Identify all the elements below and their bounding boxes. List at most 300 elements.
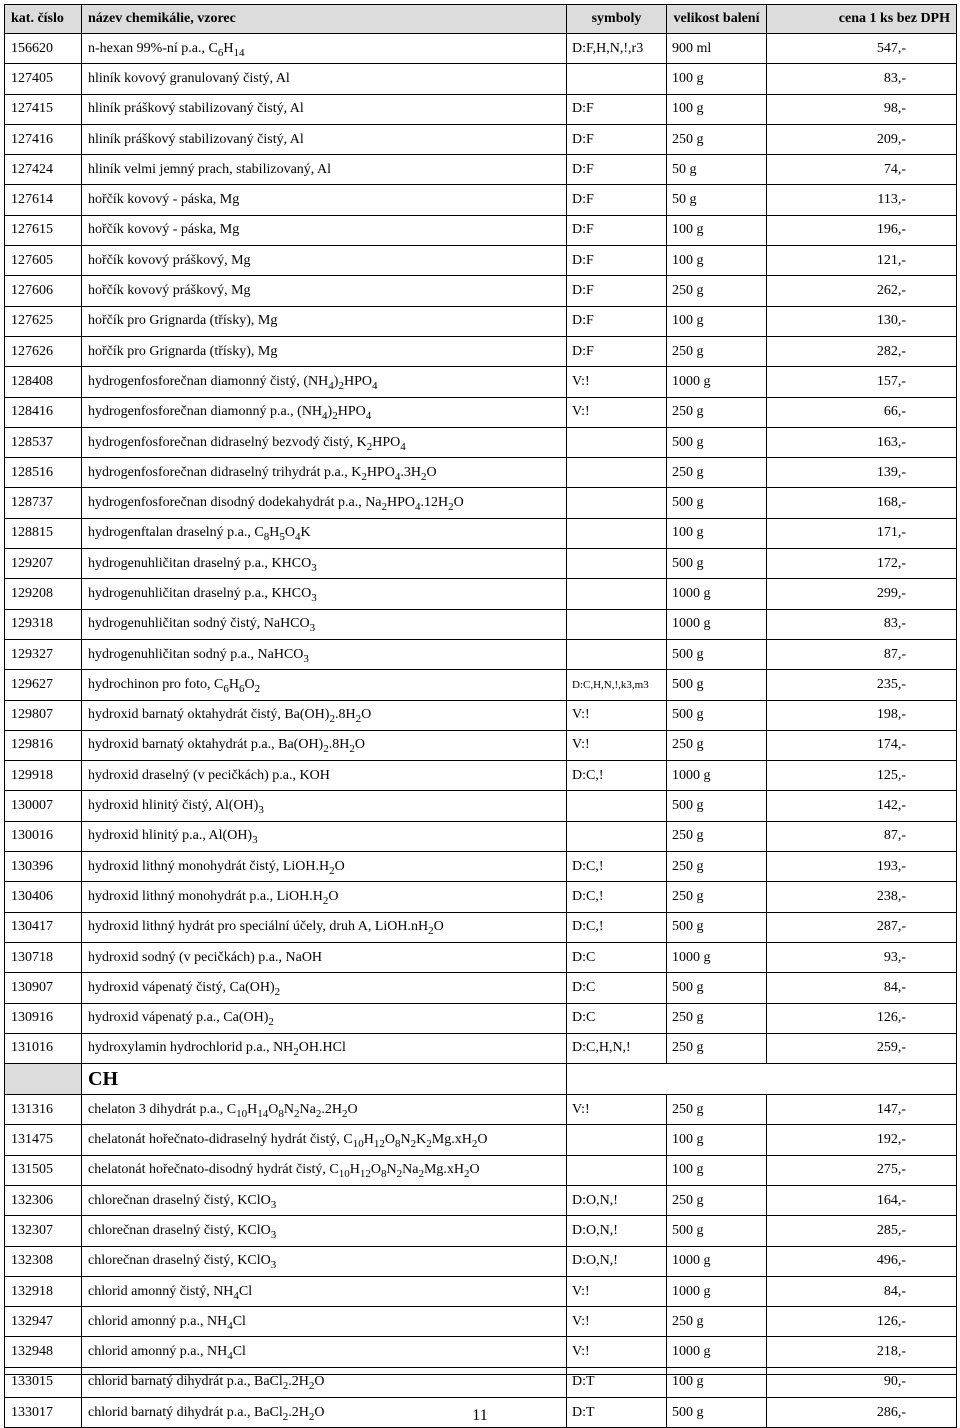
formula-subscript: 4 (227, 1319, 233, 1332)
formula-subscript: 2 (355, 713, 362, 726)
table-row (5, 670, 957, 700)
catalog-number: 129327 (5, 639, 82, 669)
hazard-symbols (567, 791, 667, 821)
formula-subscript: 8 (395, 1138, 401, 1151)
formula-subscript: 4 (294, 531, 301, 544)
chemical-name: hořčík pro Grignarda (třísky), Mg (82, 306, 567, 336)
table-row (5, 397, 957, 427)
hazard-symbols: D:F (567, 306, 667, 336)
catalog-number: 133015 (5, 1367, 82, 1397)
chemical-name: hydroxid lithný monohydrát p.a., $LiOH.H_2O$ (82, 882, 567, 912)
catalog-number: 127416 (5, 124, 82, 154)
package-size: 900 ml (667, 34, 767, 64)
chemical-name: hliník velmi jemný prach, stabilizovaný, Al (82, 155, 567, 185)
chemical-name: hydrogenuhličitan draselný p.a., $KHCO_3$ (82, 579, 567, 609)
hazard-symbols: V:! (567, 1337, 667, 1367)
hazard-symbols: D:T (567, 1398, 667, 1428)
section-heading: CH (82, 1064, 567, 1095)
table-row (5, 973, 957, 1003)
hazard-symbols (567, 427, 667, 457)
catalog-number: 129627 (5, 670, 82, 700)
chemical-name: chelatonát hořečnato-disodný hydrát čistý, $C_{10}H_{12}O_8N_2Na_2Mg.xH_2O$ (82, 1155, 567, 1185)
price: 275,- (767, 1155, 957, 1185)
hazard-symbols: D:O,N,! (567, 1246, 667, 1276)
price: 126,- (767, 1307, 957, 1337)
package-size: 250 g (667, 397, 767, 427)
chemical-name: hydroxid hlinitý čistý, $Al(OH)_3$ (82, 791, 567, 821)
price: 171,- (767, 518, 957, 548)
hazard-symbols: D:F (567, 124, 667, 154)
chemical-name: chlorid amonný p.a., $NH_4Cl$ (82, 1307, 567, 1337)
price: 84,- (767, 973, 957, 1003)
formula-subscript: 2 (254, 682, 261, 695)
catalog-number: 129918 (5, 761, 82, 791)
table-row (5, 1125, 957, 1155)
formula-subscript: 2 (418, 1168, 424, 1181)
price: 262,- (767, 276, 957, 306)
price: 125,- (767, 761, 957, 791)
price: 299,- (767, 579, 957, 609)
table-row (5, 246, 957, 276)
package-size: 100 g (667, 518, 767, 548)
hazard-symbols (567, 488, 667, 518)
catalog-number: 127626 (5, 336, 82, 366)
package-size: 250 g (667, 124, 767, 154)
package-size: 500 g (667, 670, 767, 700)
package-size: 250 g (667, 276, 767, 306)
price: 259,- (767, 1033, 957, 1063)
price: 287,- (767, 912, 957, 942)
formula-subscript: 4 (328, 379, 334, 392)
package-size: 250 g (667, 1307, 767, 1337)
table-row (5, 1185, 957, 1215)
catalog-number: 127615 (5, 215, 82, 245)
price: 198,- (767, 700, 957, 730)
table-row (5, 34, 957, 64)
hazard-symbols: D:C (567, 942, 667, 972)
table-row (5, 124, 957, 154)
catalog-number: 133017 (5, 1398, 82, 1428)
table-row (5, 1033, 957, 1063)
hazard-symbols: D:C,! (567, 761, 667, 791)
package-size: 100 g (667, 94, 767, 124)
formula-subscript: 4 (415, 501, 421, 514)
catalog-number: 127625 (5, 306, 82, 336)
hazard-symbols (567, 518, 667, 548)
price: 286,- (767, 1398, 957, 1428)
catalog-number: 132947 (5, 1307, 82, 1337)
package-size: 500 g (667, 427, 767, 457)
price: 93,- (767, 942, 957, 972)
package-size: 1000 g (667, 579, 767, 609)
catalog-number: 132306 (5, 1185, 82, 1215)
formula-subscript: 14 (257, 1107, 269, 1120)
price: 157,- (767, 367, 957, 397)
formula-subscript: 6 (223, 682, 229, 695)
formula-subscript: 14 (233, 46, 245, 59)
catalog-number: 130916 (5, 1003, 82, 1033)
price: 163,- (767, 427, 957, 457)
catalog-number: 129208 (5, 579, 82, 609)
catalog-number: 131316 (5, 1095, 82, 1125)
package-size: 100 g (667, 215, 767, 245)
table-bottom-border (4, 1374, 956, 1375)
formula-subscript: 2 (396, 1168, 403, 1181)
price: 98,- (767, 94, 957, 124)
formula-subscript: 3 (258, 804, 264, 817)
table-row (5, 1367, 957, 1397)
table-row (5, 427, 957, 457)
chemicals-table (4, 4, 957, 1428)
formula-subscript: 2 (329, 864, 335, 877)
formula-subscript: 8 (381, 1168, 387, 1181)
section-blank-cell (567, 1064, 957, 1095)
header-price: cena 1 ks bez DPH (767, 5, 957, 34)
formula-subscript: 2 (323, 743, 329, 756)
catalog-number: 130718 (5, 942, 82, 972)
formula-subscript: 4 (371, 379, 378, 392)
price: 168,- (767, 488, 957, 518)
package-size: 250 g (667, 458, 767, 488)
chemical-name: hydrogenfosforečnan didraselný trihydrát p.a., $K_2HPO_4.3H_2O$ (82, 458, 567, 488)
formula-subscript: 2 (329, 713, 335, 726)
price: 113,- (767, 185, 957, 215)
table-row (5, 852, 957, 882)
header-symbols: symboly (567, 5, 667, 34)
formula-subscript: 6 (238, 682, 245, 695)
chemical-name: hydroxid vápenatý čistý, $Ca(OH)_2$ (82, 973, 567, 1003)
package-size: 250 g (667, 336, 767, 366)
formula-subscript: 2 (381, 501, 388, 514)
header-catalog-number: kat. číslo (5, 5, 82, 34)
hazard-symbols: D:F (567, 246, 667, 276)
formula-subscript: 8 (278, 1107, 284, 1120)
formula-subscript: 3 (270, 1198, 277, 1211)
hazard-symbols: D:F (567, 185, 667, 215)
chemical-name: hydrogenfosforečnan didraselný bezvodý čistý, $K_2HPO_4$ (82, 427, 567, 457)
price: 196,- (767, 215, 957, 245)
table-body (5, 34, 957, 1428)
table-row (5, 1216, 957, 1246)
hazard-symbols: V:! (567, 1095, 667, 1125)
hazard-symbols (567, 609, 667, 639)
chemical-name: n-hexan 99%-ní p.a., $C_6H_{14}$ (82, 34, 567, 64)
chemical-name: hydroxid vápenatý p.a., $Ca(OH)_2$ (82, 1003, 567, 1033)
hazard-symbols: D:F (567, 276, 667, 306)
table-row (5, 1246, 957, 1276)
formula-subscript: 2 (428, 925, 434, 938)
hazard-symbols (567, 579, 667, 609)
chemical-name: hydroxid barnatý oktahydrát čistý, $Ba(OH)_2.8H_2O$ (82, 700, 567, 730)
table-row (5, 639, 957, 669)
hazard-symbols: D:C,! (567, 912, 667, 942)
formula-subscript: 2 (332, 410, 338, 423)
price: 66,- (767, 397, 957, 427)
catalog-number: 132918 (5, 1276, 82, 1306)
package-size: 1000 g (667, 609, 767, 639)
chemical-name: chelatonát hořečnato-didraselný hydrát čistý, $C_{10}H_{12}O_8N_2K_2Mg.xH_2O$ (82, 1125, 567, 1155)
formula-subscript: 2 (315, 1107, 322, 1120)
catalog-number: 132948 (5, 1337, 82, 1367)
price: 87,- (767, 821, 957, 851)
price: 174,- (767, 730, 957, 760)
formula-subscript: 2 (426, 1138, 432, 1151)
package-size: 250 g (667, 1185, 767, 1215)
package-size: 250 g (667, 882, 767, 912)
catalog-number: 130007 (5, 791, 82, 821)
hazard-symbols: D:C,! (567, 852, 667, 882)
package-size: 500 g (667, 639, 767, 669)
formula-subscript: 2 (349, 743, 355, 756)
formula-subscript: 3 (270, 1228, 277, 1241)
formula-subscript: 12 (373, 1138, 385, 1151)
chemical-name: hydrochinon pro foto, $C_6H_6O_2$ (82, 670, 567, 700)
formula-subscript: 2 (308, 1380, 315, 1393)
package-size: 500 g (667, 912, 767, 942)
package-size: 1000 g (667, 1246, 767, 1276)
hazard-symbols (567, 1125, 667, 1155)
package-size: 1000 g (667, 1337, 767, 1367)
formula-subscript: 3 (252, 834, 258, 847)
formula-subscript: 2 (366, 440, 373, 453)
chemical-name: chlorid amonný čistý, $NH_4Cl$ (82, 1276, 567, 1306)
table-row (5, 64, 957, 94)
chemical-name: hydrogenfosforečnan disodný dodekahydrát p.a., $Na_2HPO_4.12H_2O$ (82, 488, 567, 518)
price: 209,- (767, 124, 957, 154)
hazard-symbols: D:C (567, 973, 667, 1003)
hazard-symbols: V:! (567, 1276, 667, 1306)
price: 164,- (767, 1185, 957, 1215)
formula-subscript: 2 (282, 1380, 289, 1393)
package-size: 50 g (667, 155, 767, 185)
hazard-symbols: V:! (567, 397, 667, 427)
price: 235,- (767, 670, 957, 700)
package-size: 1000 g (667, 761, 767, 791)
hazard-symbols: D:O,N,! (567, 1216, 667, 1246)
catalog-number: 132308 (5, 1246, 82, 1276)
catalog-number: 131475 (5, 1125, 82, 1155)
price: 218,- (767, 1337, 957, 1367)
price: 74,- (767, 155, 957, 185)
package-size: 500 g (667, 791, 767, 821)
package-size: 250 g (667, 730, 767, 760)
formula-subscript: 2 (293, 1046, 299, 1059)
catalog-number: 131505 (5, 1155, 82, 1185)
price: 142,- (767, 791, 957, 821)
price: 172,- (767, 549, 957, 579)
price: 83,- (767, 64, 957, 94)
price: 282,- (767, 336, 957, 366)
catalog-number: 130406 (5, 882, 82, 912)
package-size: 100 g (667, 1155, 767, 1185)
chemical-name: hydrogenftalan draselný p.a., $C_8H_5O_4K$ (82, 518, 567, 548)
hazard-symbols: D:F (567, 155, 667, 185)
chemical-name: chlorečnan draselný čistý, KClO$_3$ (82, 1216, 567, 1246)
package-size: 100 g (667, 306, 767, 336)
catalog-number: 127614 (5, 185, 82, 215)
formula-subscript: 3 (309, 622, 316, 635)
chemical-name: hydrogenfosforečnan diamonný p.a., $(NH_4)_2HPO_4$ (82, 397, 567, 427)
hazard-symbols: D:C,H,N,! (567, 1033, 667, 1063)
table-row (5, 94, 957, 124)
hazard-symbols: D:C,H,N,!,k3,m3 (567, 670, 667, 700)
hazard-symbols: D:F (567, 336, 667, 366)
formula-subscript: 2 (341, 1107, 348, 1120)
price: 130,- (767, 306, 957, 336)
formula-subscript: 10 (236, 1107, 248, 1120)
price-list-page (4, 4, 956, 1428)
table-row (5, 458, 957, 488)
formula-subscript: 6 (217, 46, 224, 59)
section-heading-row (5, 1064, 957, 1095)
formula-subscript: 2 (420, 470, 427, 483)
chemical-name: hydroxid lithný monohydrát čistý, $LiOH.H_2O$ (82, 852, 567, 882)
price: 192,- (767, 1125, 957, 1155)
table-row (5, 882, 957, 912)
formula-subscript: 2 (471, 1138, 478, 1151)
section-code-cell (5, 1064, 82, 1095)
formula-subscript: 2 (464, 1168, 470, 1181)
table-row (5, 730, 957, 760)
chemical-name: hořčík kovový práškový, Mg (82, 246, 567, 276)
formula-subscript: 2 (410, 1138, 417, 1151)
chemical-name: hliník kovový granulovaný čistý, Al (82, 64, 567, 94)
package-size: 1000 g (667, 942, 767, 972)
hazard-symbols (567, 64, 667, 94)
formula-subscript: 8 (263, 531, 270, 544)
formula-subscript: 4 (233, 1289, 239, 1302)
chemical-name: chlorečnan draselný čistý, KClO$_3$ (82, 1185, 567, 1215)
table-header-row (5, 5, 957, 34)
catalog-number: 129318 (5, 609, 82, 639)
catalog-number: 128815 (5, 518, 82, 548)
formula-subscript: 4 (322, 410, 328, 423)
table-row (5, 336, 957, 366)
formula-subscript: 5 (279, 531, 285, 544)
formula-subscript: 3 (303, 652, 309, 665)
package-size: 500 g (667, 1398, 767, 1428)
package-size: 250 g (667, 1003, 767, 1033)
chemical-name: hořčík kovový - páska, Mg (82, 185, 567, 215)
header-chemical-name: název chemikálie, vzorec (82, 5, 567, 34)
package-size: 250 g (667, 821, 767, 851)
price: 147,- (767, 1095, 957, 1125)
package-size: 100 g (667, 64, 767, 94)
package-size: 1000 g (667, 1276, 767, 1306)
formula-subscript: 4 (365, 410, 372, 423)
table-row (5, 579, 957, 609)
table-row (5, 791, 957, 821)
table-row (5, 488, 957, 518)
catalog-number: 128408 (5, 367, 82, 397)
chemical-name: hydrogenuhličitan sodný p.a., NaHCO$_3$ (82, 639, 567, 669)
table-row (5, 1337, 957, 1367)
formula-subscript: 2 (282, 1410, 289, 1423)
table-row (5, 761, 957, 791)
chemical-name: hořčík pro Grignarda (třísky), Mg (82, 336, 567, 366)
catalog-number: 127415 (5, 94, 82, 124)
formula-subscript: 2 (361, 470, 367, 483)
formula-subscript: 4 (227, 1350, 233, 1363)
hazard-symbols (567, 821, 667, 851)
formula-subscript: 10 (338, 1168, 350, 1181)
catalog-number: 128537 (5, 427, 82, 457)
table-row (5, 942, 957, 972)
catalog-number: 128737 (5, 488, 82, 518)
package-size: 1000 g (667, 367, 767, 397)
table-row (5, 276, 957, 306)
header-package-size: velikost balení (667, 5, 767, 34)
price: 126,- (767, 1003, 957, 1033)
chemical-name: chlorid barnatý dihydrát p.a., $BaCl_2.2H_2O$ (82, 1367, 567, 1397)
chemical-name: hydroxid hlinitý p.a., $Al(OH)_3$ (82, 821, 567, 851)
hazard-symbols (567, 1155, 667, 1185)
chemical-name: hořčík kovový - páska, Mg (82, 215, 567, 245)
catalog-number: 129207 (5, 549, 82, 579)
table-row (5, 700, 957, 730)
chemical-name: hořčík kovový práškový, Mg (82, 276, 567, 306)
formula-subscript: 2 (308, 1410, 315, 1423)
catalog-number: 127405 (5, 64, 82, 94)
table-row (5, 1003, 957, 1033)
formula-subscript: 2 (268, 1016, 274, 1029)
chemical-name: hydrogenuhličitan draselný p.a., $KHCO_3$ (82, 549, 567, 579)
chemical-name: hydrogenfosforečnan diamonný čistý, $(NH_4)_2HPO_4$ (82, 367, 567, 397)
price: 83,- (767, 609, 957, 639)
hazard-symbols: D:T (567, 1367, 667, 1397)
price: 238,- (767, 882, 957, 912)
package-size: 500 g (667, 488, 767, 518)
table-row (5, 1095, 957, 1125)
table-row (5, 155, 957, 185)
price: 84,- (767, 1276, 957, 1306)
price: 285,- (767, 1216, 957, 1246)
hazard-symbols: D:C,! (567, 882, 667, 912)
page-number: 11 (472, 1407, 488, 1424)
hazard-symbols: D:F (567, 215, 667, 245)
hazard-symbols: V:! (567, 367, 667, 397)
formula-subscript: 3 (311, 561, 317, 574)
catalog-number: 130907 (5, 973, 82, 1003)
formula-subscript: 2 (294, 1107, 300, 1120)
package-size: 100 g (667, 1125, 767, 1155)
price: 121,- (767, 246, 957, 276)
package-size: 500 g (667, 1216, 767, 1246)
table-row (5, 1307, 957, 1337)
chemical-name: hliník práškový stabilizovaný čistý, Al (82, 94, 567, 124)
package-size: 100 g (667, 1367, 767, 1397)
table-row (5, 367, 957, 397)
formula-subscript: 4 (394, 470, 401, 483)
table-row (5, 215, 957, 245)
chemical-name: hydrogenuhličitan sodný čistý, NaHCO$_3$ (82, 609, 567, 639)
chemical-name: hydroxid barnatý oktahydrát p.a., $Ba(OH)_2.8H_2O$ (82, 730, 567, 760)
catalog-number: 130417 (5, 912, 82, 942)
catalog-number: 131016 (5, 1033, 82, 1063)
catalog-number: 132307 (5, 1216, 82, 1246)
chemical-name: chlorid barnatý dihydrát p.a., $BaCl_2.2H_2O$ (82, 1398, 567, 1428)
hazard-symbols: V:! (567, 700, 667, 730)
chemical-name: hydroxid lithný hydrát pro speciální účely, druh A, $LiOH.nH_2O$ (82, 912, 567, 942)
table-row (5, 518, 957, 548)
catalog-number: 130016 (5, 821, 82, 851)
chemical-name: chlorečnan draselný čistý, KClO$_3$ (82, 1246, 567, 1276)
package-size: 50 g (667, 185, 767, 215)
hazard-symbols: D:O,N,! (567, 1185, 667, 1215)
formula-subscript: 10 (352, 1138, 364, 1151)
hazard-symbols (567, 549, 667, 579)
chemical-name: hliník práškový stabilizovaný čistý, Al (82, 124, 567, 154)
